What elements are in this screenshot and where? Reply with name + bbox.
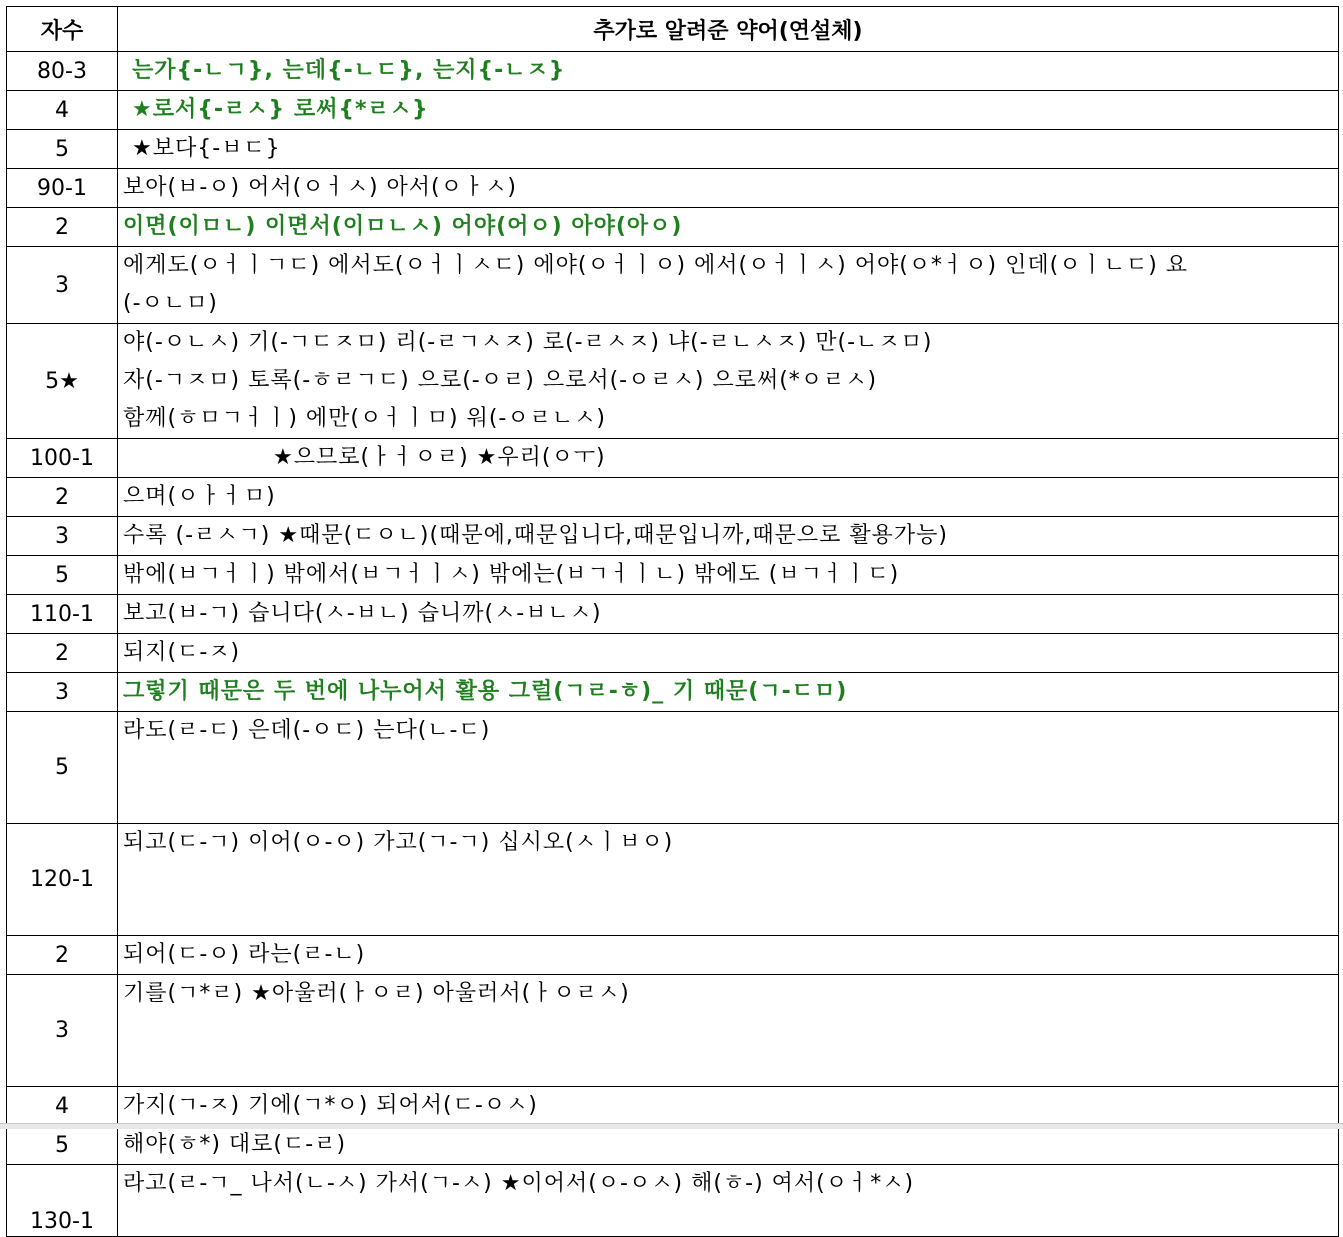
row-number[interactable]: 100-1 bbox=[7, 439, 118, 478]
header-row bbox=[7, 7, 1339, 52]
row-number[interactable]: 110-1 bbox=[7, 595, 118, 634]
row-text[interactable] bbox=[118, 247, 1339, 324]
row-text[interactable]: 그렇기 때문은 두 번에 나누어서 활용 그럴(ㄱㄹ-ㅎ)_ 기 때문(ㄱ-ㄷㅁ) bbox=[118, 673, 1339, 712]
row-text[interactable]: 보고(ㅂ-ㄱ) 습니다(ㅅ-ㅂㄴ) 습니까(ㅅ-ㅂㄴㅅ) bbox=[118, 595, 1339, 634]
row-text-line: (-ㅇㄴㅁ) bbox=[123, 291, 218, 316]
row-number[interactable]: 3 bbox=[7, 517, 118, 556]
row-number[interactable]: 120-1 bbox=[7, 824, 118, 936]
table-row bbox=[7, 634, 1339, 673]
row-text[interactable]: 되고(ㄷ-ㄱ) 이어(ㅇ-ㅇ) 가고(ㄱ-ㄱ) 십시오(ㅅㅣㅂㅇ) bbox=[118, 824, 1339, 936]
table-row bbox=[7, 169, 1339, 208]
row-text[interactable]: ★로서{-ㄹㅅ} 로써{*ㄹㅅ} bbox=[118, 91, 1339, 130]
row-text-line: 야(-ㅇㄴㅅ) 기(-ㄱㄷㅈㅁ) 리(-ㄹㄱㅅㅈ) 로(-ㄹㅅㅈ) 냐(-ㄹㄴㅅㅈ) 만(-ㄴㅈㅁ) bbox=[123, 330, 933, 355]
row-number[interactable]: 2 bbox=[7, 208, 118, 247]
row-text[interactable]: ★으므로(ㅏㅓㅇㄹ) ★우리(ㅇㅜ) bbox=[118, 439, 1339, 478]
row-number[interactable]: 90-1 bbox=[7, 169, 118, 208]
row-number[interactable]: 5★ bbox=[7, 324, 118, 439]
row-text[interactable]: 되지(ㄷ-ㅈ) bbox=[118, 634, 1339, 673]
table-row bbox=[7, 478, 1339, 517]
row-number[interactable]: 5 bbox=[7, 556, 118, 595]
table-row bbox=[7, 247, 1339, 324]
row-text[interactable]: 라도(ㄹ-ㄷ) 은데(-ㅇㄷ) 는다(ㄴ-ㄷ) bbox=[118, 712, 1339, 824]
table-row bbox=[7, 324, 1339, 439]
row-text-line: 함께(ㅎㅁㄱㅓㅣ) 에만(ㅇㅓㅣㅁ) 워(-ㅇㄹㄴㅅ) bbox=[123, 406, 606, 431]
table-row bbox=[7, 824, 1339, 936]
table-row bbox=[7, 1087, 1339, 1126]
row-number[interactable]: 4 bbox=[7, 91, 118, 130]
row-text[interactable]: 라고(ㄹ-ㄱ_ 나서(ㄴ-ㅅ) 가서(ㄱ-ㅅ) ★이어서(ㅇ-ㅇㅅ) 해(ㅎ-) 여서(ㅇㅓ*ㅅ) bbox=[118, 1165, 1339, 1237]
table-row bbox=[7, 1126, 1339, 1165]
row-text[interactable]: ★보다{-ㅂㄷ} bbox=[118, 130, 1339, 169]
table-row bbox=[7, 130, 1339, 169]
row-number[interactable]: 130-1 bbox=[7, 1165, 118, 1237]
table-row bbox=[7, 556, 1339, 595]
row-number[interactable]: 80-3 bbox=[7, 52, 118, 91]
row-number[interactable]: 2 bbox=[7, 936, 118, 975]
table-row bbox=[7, 517, 1339, 556]
table-row bbox=[7, 712, 1339, 824]
row-text-line: 에게도(ㅇㅓㅣㄱㄷ) 에서도(ㅇㅓㅣㅅㄷ) 에야(ㅇㅓㅣㅇ) 에서(ㅇㅓㅣㅅ) 어야(ㅇ*ㅓㅇ) 인데(ㅇㅣㄴㄷ) 요 bbox=[123, 253, 1189, 278]
row-text[interactable]: 보아(ㅂ-ㅇ) 어서(ㅇㅓㅅ) 아서(ㅇㅏㅅ) bbox=[118, 169, 1339, 208]
row-number[interactable]: 5 bbox=[7, 712, 118, 824]
row-number[interactable]: 5 bbox=[7, 130, 118, 169]
row-text[interactable]: 수록 (-ㄹㅅㄱ) ★때문(ㄷㅇㄴ)(때문에,때문입니다,때문입니까,때문으로 활용가능) bbox=[118, 517, 1339, 556]
row-text[interactable]: 해야(ㅎ*) 대로(ㄷ-ㄹ) bbox=[118, 1126, 1339, 1165]
row-text[interactable]: 으며(ㅇㅏㅓㅁ) bbox=[118, 478, 1339, 517]
table-row bbox=[7, 595, 1339, 634]
row-number[interactable]: 2 bbox=[7, 478, 118, 517]
abbreviation-table bbox=[6, 6, 1339, 1237]
sheet-scrollbar-strip bbox=[0, 1123, 1343, 1129]
table-row bbox=[7, 439, 1339, 478]
row-number[interactable]: 4 bbox=[7, 1087, 118, 1126]
row-number[interactable]: 5 bbox=[7, 1126, 118, 1165]
row-text[interactable]: 는가{-ㄴㄱ}, 는데{-ㄴㄷ}, 는지{-ㄴㅈ} bbox=[118, 52, 1339, 91]
row-text[interactable]: 되어(ㄷ-ㅇ) 라는(ㄹ-ㄴ) bbox=[118, 936, 1339, 975]
table-row bbox=[7, 52, 1339, 91]
row-number[interactable]: 3 bbox=[7, 247, 118, 324]
header-count[interactable]: 자수 bbox=[7, 7, 118, 52]
row-text[interactable]: 기를(ㄱ*ㄹ) ★아울러(ㅏㅇㄹ) 아울러서(ㅏㅇㄹㅅ) bbox=[118, 975, 1339, 1087]
row-number[interactable]: 3 bbox=[7, 975, 118, 1087]
table-row bbox=[7, 975, 1339, 1087]
header-abbreviations[interactable]: 추가로 알려준 약어(연설체) bbox=[118, 7, 1339, 52]
row-text[interactable]: 이면(이ㅁㄴ) 이면서(이ㅁㄴㅅ) 어야(어ㅇ) 아야(아ㅇ) bbox=[118, 208, 1339, 247]
row-number[interactable]: 3 bbox=[7, 673, 118, 712]
table-row bbox=[7, 91, 1339, 130]
row-text[interactable]: 가지(ㄱ-ㅈ) 기에(ㄱ*ㅇ) 되어서(ㄷ-ㅇㅅ) bbox=[118, 1087, 1339, 1126]
row-text-line: 자(-ㄱㅈㅁ) 토록(-ㅎㄹㄱㄷ) 으로(-ㅇㄹ) 으로서(-ㅇㄹㅅ) 으로써(*ㅇㄹㅅ) bbox=[123, 368, 878, 393]
table-row bbox=[7, 208, 1339, 247]
row-text[interactable] bbox=[118, 324, 1339, 439]
table-row bbox=[7, 673, 1339, 712]
row-text[interactable]: 밖에(ㅂㄱㅓㅣ) 밖에서(ㅂㄱㅓㅣㅅ) 밖에는(ㅂㄱㅓㅣㄴ) 밖에도 (ㅂㄱㅓㅣㄷ) bbox=[118, 556, 1339, 595]
row-number[interactable]: 2 bbox=[7, 634, 118, 673]
table-row bbox=[7, 1165, 1339, 1237]
table-row bbox=[7, 936, 1339, 975]
